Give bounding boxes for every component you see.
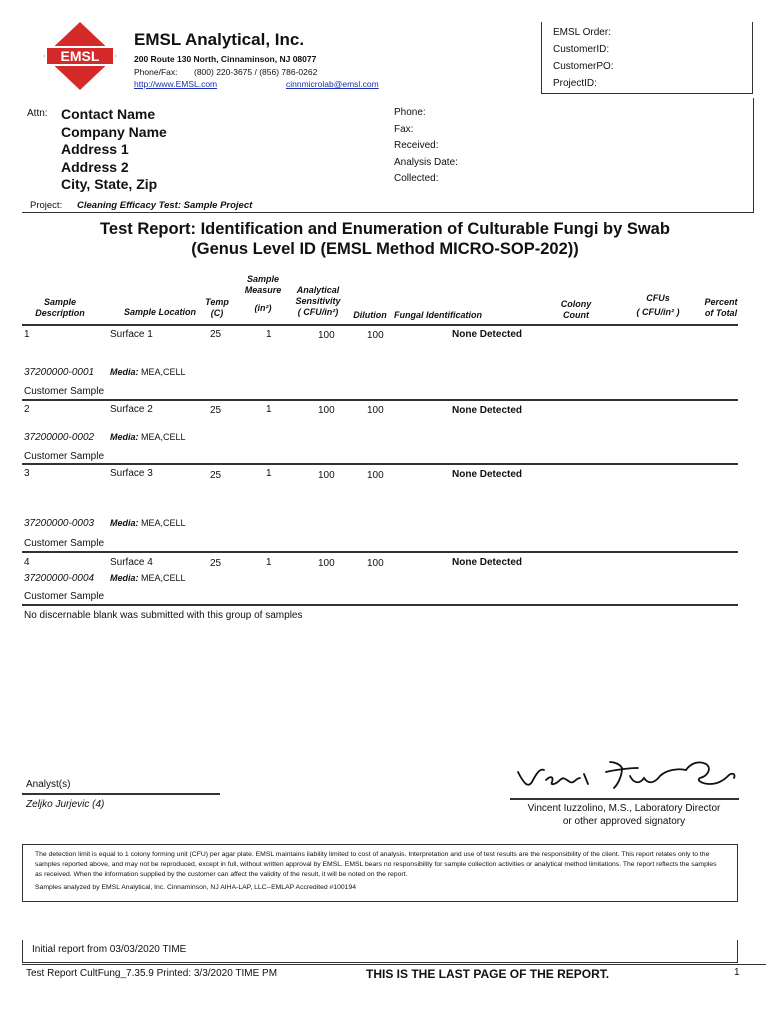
disclaimer-box [22,844,738,902]
header-sens-line-1: Analytical [296,285,340,295]
blank-note: No discernable blank was submitted with this group of samples [24,610,303,621]
header-temp: Temp (C) [205,297,229,318]
contact-name: Contact Name [61,106,156,122]
row-1-media [110,367,186,377]
row-4-media-value: MEA,CELL [141,573,186,583]
director-signature [510,754,742,798]
row-1-sensitivity: 100 [318,330,335,341]
row-2-dilution: 100 [367,405,384,416]
order-info-box [541,22,753,94]
header-cfus-line-1: CFUs [646,293,670,303]
row-2-type: Customer Sample [24,451,105,462]
row-4-number: 4 [24,557,30,568]
header-sens-line-3: ( CFU/in²) [297,307,339,317]
row-divider [22,399,738,401]
row-3-dilution: 100 [367,470,384,481]
row-1-type: Customer Sample [24,386,105,397]
row-3-measure: 1 [266,468,272,479]
received-label: Received: [394,140,439,151]
row-3-number: 3 [24,468,30,479]
contact-city: City, State, Zip [61,176,158,192]
header-sample-location: Sample Location [123,307,196,317]
email-link[interactable]: cinnmicrolab@emsl.com [286,79,379,89]
row-2-temp: 25 [210,405,222,416]
contact-company: Company Name [61,123,167,140]
row-divider [22,551,738,553]
customer-id-label: CustomerID: [553,44,610,55]
report-title [0,219,770,259]
last-page-notice: THIS IS THE LAST PAGE OF THE REPORT. [366,967,610,981]
contact-info-block [394,105,458,188]
emsl-order-label: EMSL Order: [553,27,611,38]
row-3-sensitivity: 100 [318,470,335,481]
row-1-temp: 25 [210,329,222,340]
header-colony-count: Colony Count [560,299,592,320]
row-2-number: 2 [24,404,30,415]
row-3-media-value: MEA,CELL [141,518,186,528]
row-2-media [110,432,186,442]
phone-fax-value: (800) 220-3675 / (856) 786-0262 [194,67,318,77]
row-4-measure: 1 [266,557,272,568]
row-1-number: 1 [24,329,30,340]
accreditation-text: Samples analyzed by EMSL Analytical, Inc. Cinnaminson, NJ AIHA-LAP, LLC--EMLAP Accredited #100194 [35,884,357,891]
header-measure-line-1: Sample [246,274,279,284]
emsl-logo [38,18,122,102]
header-sample-measure [240,274,286,314]
analyst-line [22,793,220,795]
director-title: or other approved signatory [562,815,686,827]
row-1-media-value: MEA,CELL [141,367,186,377]
row-1-result: None Detected [452,329,523,340]
row-4-type: Customer Sample [24,591,105,602]
row-4-location: Surface 4 [110,557,153,568]
row-1-measure: 1 [266,329,272,340]
project-label: Project: [30,200,63,211]
row-4-dilution: 100 [367,558,384,569]
header-fungal-identification: Fungal Identification [394,310,482,320]
director-info [500,803,748,828]
collected-label: Collected: [394,173,439,184]
report-title-line-1: Test Report: Identification and Enumeration of Culturable Fungi by Swab [100,220,670,238]
fax-label: Fax: [394,123,414,135]
header-measure-line-2: Measure [244,285,282,295]
header-sens-line-2: Sensitivity [295,296,341,306]
header-measure-line-3: (in²) [254,303,272,313]
row-divider [22,463,738,465]
row-2-media-value: MEA,CELL [141,432,186,442]
analyst-name: Zeljko Jurjevic (4) [26,799,105,810]
row-1-sample-id: 37200000-0001 [24,367,95,378]
row-4-temp: 25 [210,558,222,569]
row-3-type: Customer Sample [24,538,105,549]
header-cfus-line-2: ( CFU/in² ) [636,307,680,317]
row-4-sample-id: 37200000-0004 [24,573,95,584]
row-1-dilution: 100 [367,330,384,341]
printed-info: Test Report CultFung_7.35.9 Printed: 3/3/2020 TIME PM [26,968,278,979]
director-signature-line [510,798,739,800]
report-title-line-2: (Genus Level ID (EMSL Method MICRO-SOP-202)) [191,240,579,258]
row-2-sample-id: 37200000-0002 [24,432,95,443]
row-divider [22,604,738,606]
row-4-sensitivity: 100 [318,558,335,569]
header-sample-description: Sample Description [35,297,85,318]
svg-text:EMSL: EMSL [60,48,100,64]
row-4-media-label: Media: [110,573,139,583]
row-2-media-label: Media: [110,432,139,442]
header-percent-of-total: Percent of Total [704,297,738,318]
header-analytical-sensitivity [288,285,348,318]
phone-fax-label: Phone/Fax: [134,67,178,77]
row-2-measure: 1 [266,404,272,415]
website-link[interactable]: http://www.EMSL.com [134,79,218,89]
row-3-media-label: Media: [110,518,139,528]
analyst-label: Analyst(s) [26,779,71,790]
customer-po-label: CustomerPO: [553,61,614,72]
header-cfus [630,293,686,318]
row-4-result: None Detected [452,557,523,568]
contact-block [61,106,167,194]
row-3-media [110,518,186,528]
contact-address-2: Address 2 [61,158,129,175]
footer-divider [22,964,766,965]
attn-label: Attn: [27,108,48,119]
row-2-location: Surface 2 [110,404,153,415]
header-dilution: Dilution [353,310,387,320]
header-divider [22,324,738,326]
project-value: Cleaning Efficacy Test: Sample Project [77,200,253,211]
director-name: Vincent Iuzzolino, M.S., Laboratory Director [527,803,721,814]
initial-report-date: Initial report from 03/03/2020 TIME [32,944,187,955]
row-3-temp: 25 [210,470,222,481]
row-3-sample-id: 37200000-0003 [24,518,95,529]
company-name: EMSL Analytical, Inc. [134,30,305,49]
disclaimer-text: The detection limit is equal to 1 colony forming unit (CFU) per agar plate. EMSL maintains liability limited to cost of analysis. Interpretation and use of test results are the responsibility of the client. This report relates only to the samples reported above, and may not be reproduced, except in full, without written approval by EMSL. EMSL bears no responsibility for sample collection activities or analytical method limitations. The report reflects the samples as received. When the information supplied by the customer can affect the validity of the result, it will be noted on the report. [35,851,717,878]
row-2-result: None Detected [452,405,523,416]
contact-address-1: Address 1 [61,141,129,157]
row-3-location: Surface 3 [110,468,153,479]
analysis-date-label: Analysis Date: [394,156,458,168]
page-number: 1 [734,967,740,978]
row-2-sensitivity: 100 [318,405,335,416]
row-4-media [110,573,186,583]
row-3-result: None Detected [452,469,523,480]
company-address: 200 Route 130 North, Cinnaminson, NJ 08077 [134,54,317,64]
row-1-location: Surface 1 [110,329,153,340]
phone-label: Phone: [394,107,426,118]
row-1-media-label: Media: [110,367,139,377]
project-id-label: ProjectID: [553,78,597,89]
